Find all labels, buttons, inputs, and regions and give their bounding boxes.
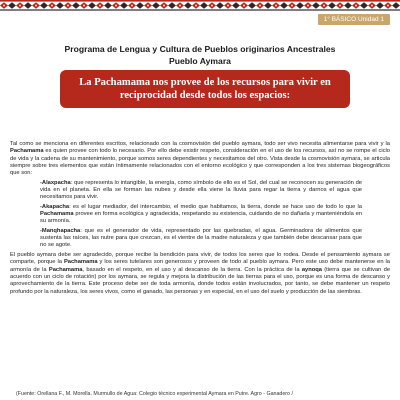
banner-line-1: La Pachamama nos provee de los recursos para vivir en <box>79 77 331 88</box>
program-header <box>0 43 400 67</box>
closing-paragraph: El pueblo aymara debe ser agradecido, porque recibe la bendición para vivir, de todos los seres que lo rodea. Desde el pensamiento aymara se comparte, porque la Pachamama y los seres tutelares son generosos y proveen de todo al pueblo aymara. Pero este uso debe mantenerse en la armonía de la Pachamama, basado en el respeto, en el uso y al descanso de la tierra. Con la práctica de la aynoqa (tierra que se cultivan de acuerdo con un ciclo de rotación) por los aymara, se regula y mejora la distribución de las tierras para el uso, porque es una forma de descanso y aprovechamiento de la tierra. Este proceso debe ser de toda armonía, donde todos están involucrados, por tanto, se debe mantener un respeto profundo por la naturaleza, los seres vivos, como el ganado, las personas y en especial, en el uso del suelo y producción de las siembras. <box>10 251 391 295</box>
people-title: Pueblo Aymara <box>169 56 231 66</box>
section-title-banner <box>60 70 350 108</box>
body-text <box>10 141 390 296</box>
list-item: -Akapacha: es el lugar mediador, del intercambio, el medio que habitamos, la tierra, donde se hace uso de todo lo que la Pachamama provee en forma ecológica y agradecida, respetando su existencia, cuidando de no dañarla y manteniéndola en su armonía. <box>40 203 362 225</box>
banner-line-2: reciprocidad desde todos los espacios: <box>119 90 291 101</box>
program-title: Programa de Lengua y Cultura de Pueblos originarios Ancestrales <box>64 44 336 54</box>
list-item: -Alaxpacha: que representa lo intangible, la energía, como símbolo de ello es el Sol, del cual se reconocen su generación de vida en el planeta. En ella se forman las nubes y desde ella viene la lluvia para regar la tierra y darnos el agua que necesitamos para vivir. <box>40 179 362 201</box>
list-item: -Manqhapacha: que es el generador de vida, representado por las quebradas, el agua. Germinadora de alimentos que sustenta las raíces, las nutre para que crezcan, es el vientre de la madre naturaleza y que también debe descansar para que no se agote. <box>40 227 362 249</box>
source-citation: (Fuente: Orellana F., M. Morella. Murmullo de Agua: Colegio técnico experimental Aymara en Putre. Agro - Ganadero / <box>16 391 293 397</box>
decorative-top-border <box>0 0 400 11</box>
grade-unit-badge: 1° BÁSICO Unidad 1 <box>318 14 390 25</box>
intro-paragraph: Tal como se menciona en diferentes escritos, relacionado con la cosmovisión del pueblo aymara, todo ser vivo necesita alimentarse para vivir y la Pachamama es quien provee con todo lo necesario. Por ello debe existir respeto, consideración en el uso de los recursos, así no se rompe el ciclo de vida y la cadena de su mantenimiento, porque somos seres dependientes y necesitamos del otro. Vista desde la cosmovisión aymara, se articula siempre sobre tres elementos que están íntimamente relacionados con el entorno ecológico y que corresponden a los tres sistemas biogeográficos que son: <box>10 141 390 177</box>
biogeographic-systems-list <box>10 180 390 250</box>
